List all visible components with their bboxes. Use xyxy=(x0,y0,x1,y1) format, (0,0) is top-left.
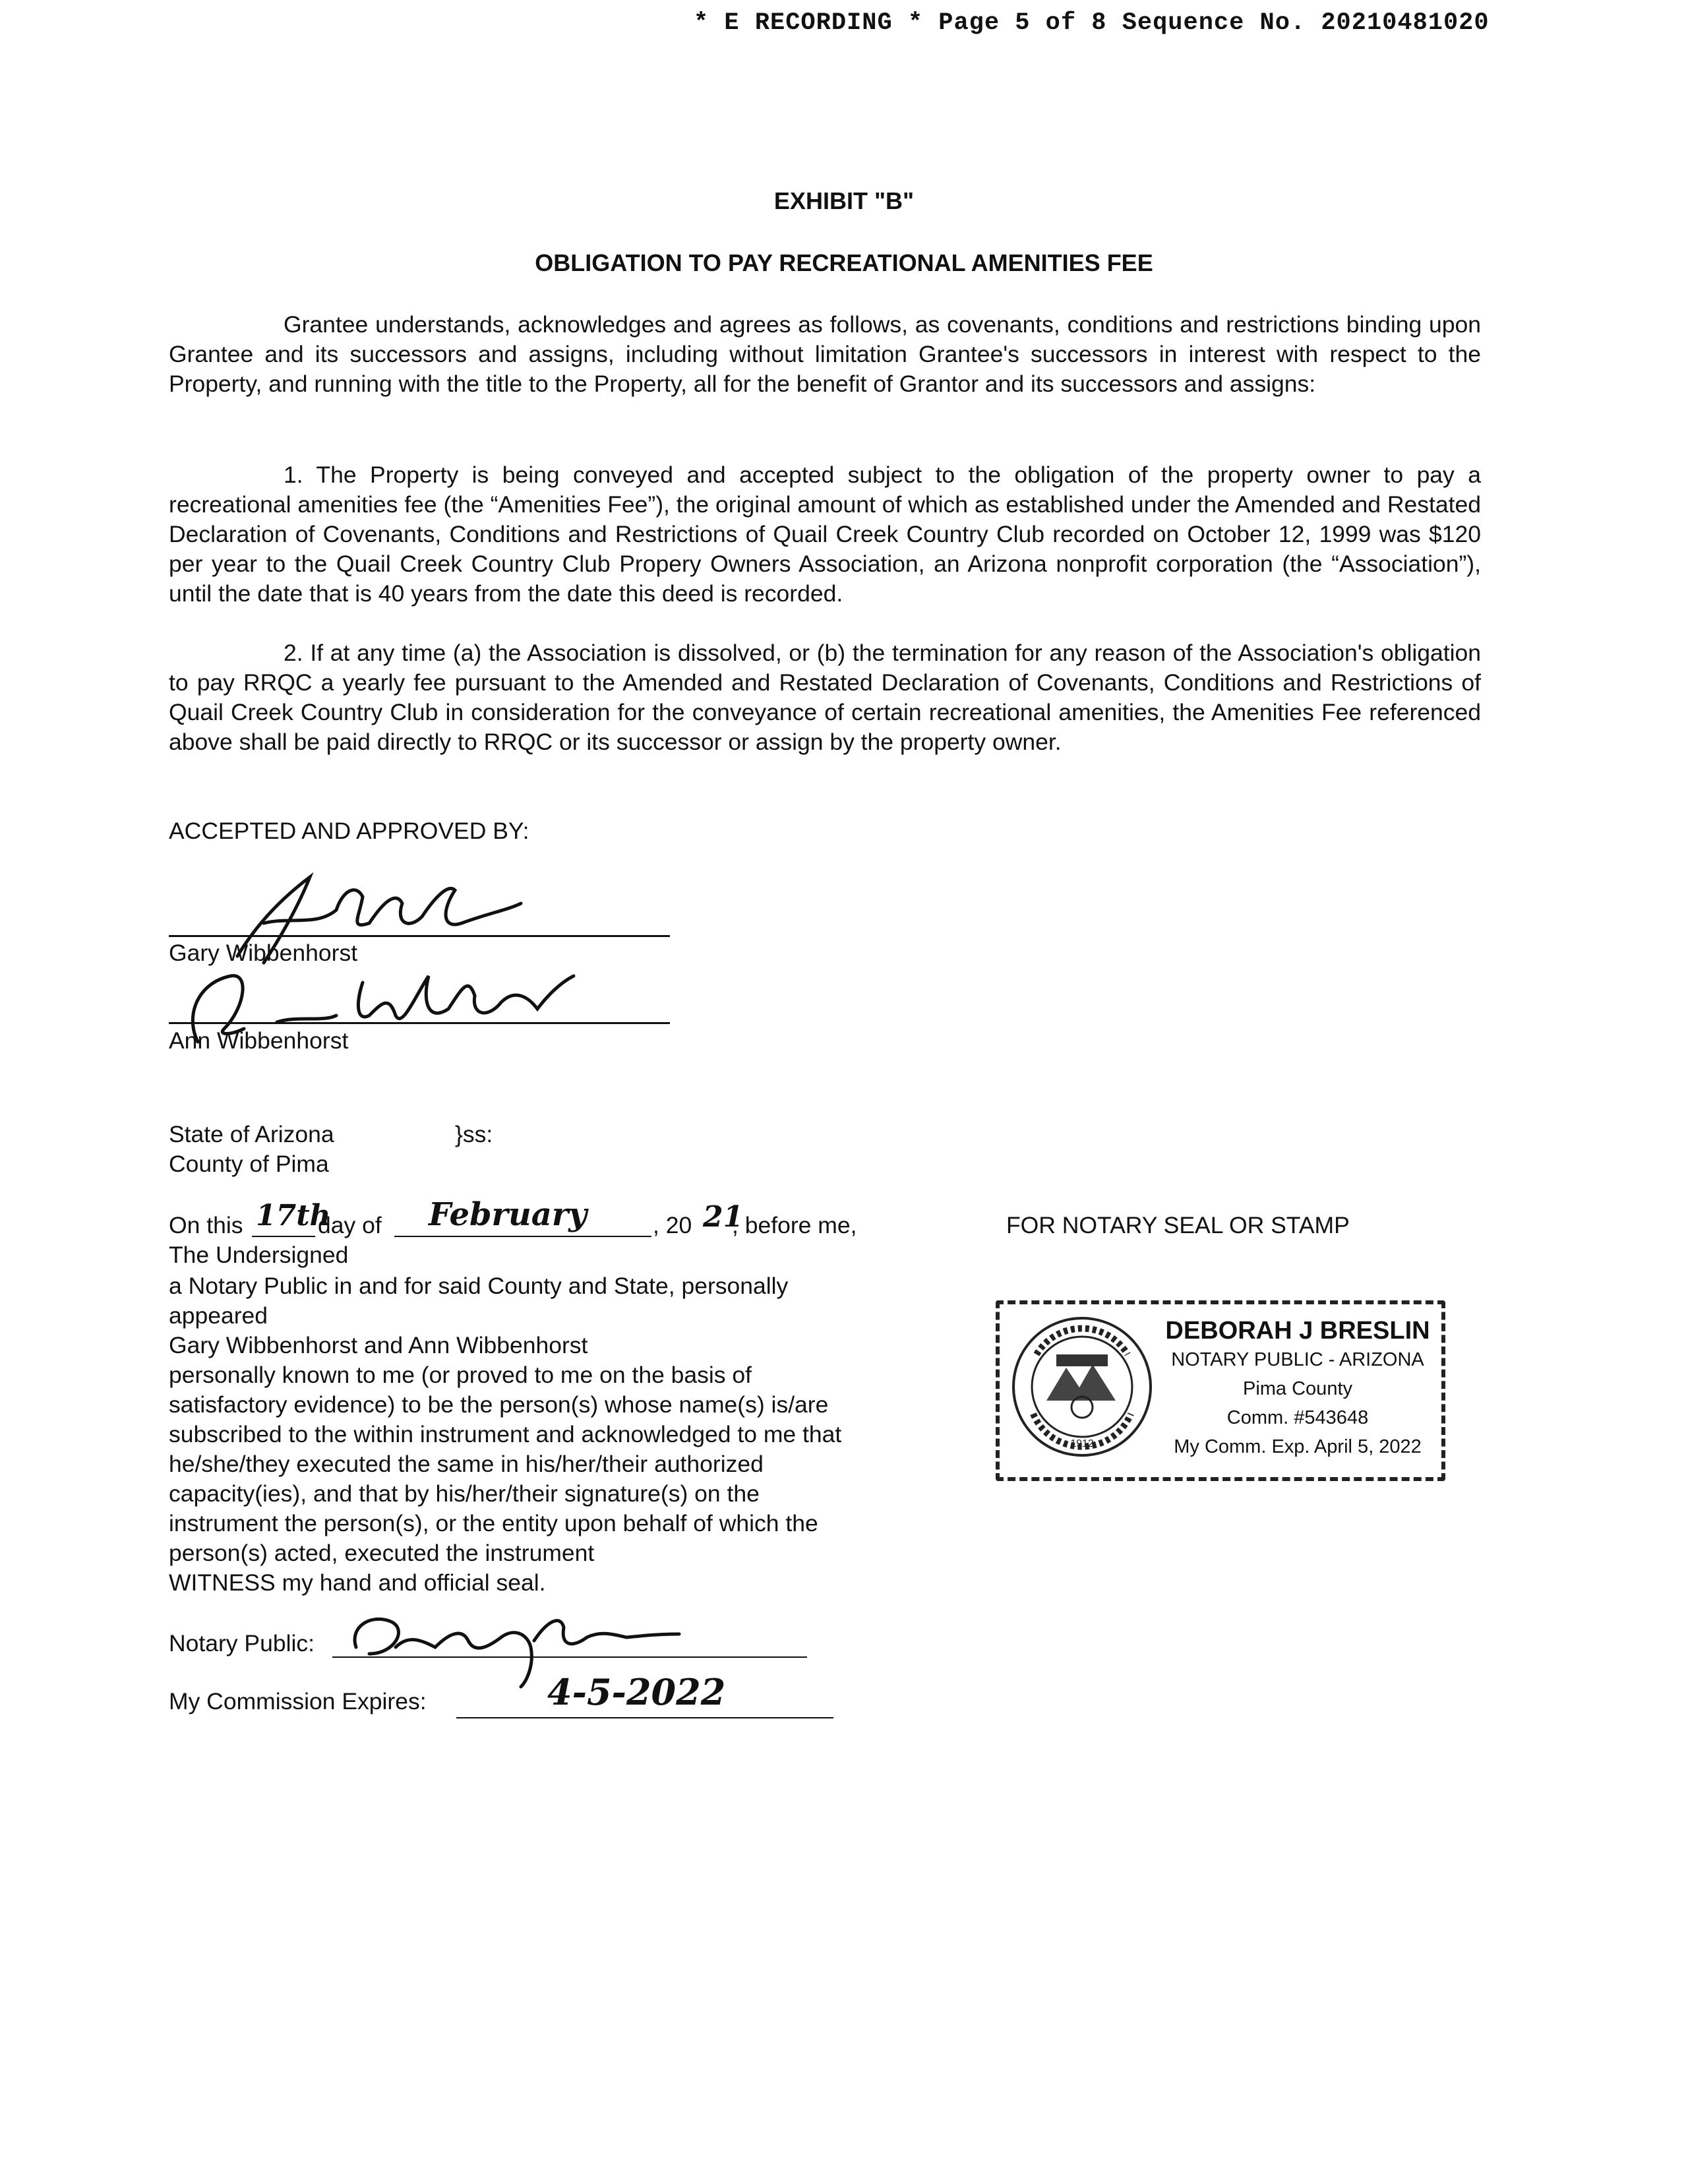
year-prefix: , 20 xyxy=(653,1212,692,1238)
notary-public-label: Notary Public: xyxy=(169,1630,315,1656)
notary-line: Gary Wibbenhorst and Ann Wibbenhorst xyxy=(169,1332,588,1358)
obligation-title: OBLIGATION TO PAY RECREATIONAL AMENITIES FEE xyxy=(535,249,1153,276)
notary-state: State of Arizona xyxy=(169,1121,334,1147)
commission-label: My Commission Expires: xyxy=(169,1688,427,1714)
notary-line: subscribed to the within instrument and acknowledged to me that xyxy=(169,1421,842,1447)
notary-line: personally known to me (or proved to me on the basis of xyxy=(169,1362,752,1388)
signer-2-name: Ann Wibbenhorst xyxy=(169,1027,349,1054)
commission-line xyxy=(456,1717,833,1718)
commission-value: 4-5-2022 xyxy=(547,1671,726,1713)
state-seal-icon xyxy=(1010,1315,1154,1459)
seal-year: 1912 xyxy=(1070,1438,1094,1449)
notary-line: appeared xyxy=(169,1302,268,1329)
recording-header: * E RECORDING * Page 5 of 8 Sequence No. 20210481020 xyxy=(694,9,1490,37)
notary-stamp xyxy=(996,1300,1445,1481)
year-value: 21 xyxy=(703,1200,744,1234)
seal-heading: FOR NOTARY SEAL OR STAMP xyxy=(1006,1212,1350,1238)
notary-county: County of Pima xyxy=(169,1151,329,1177)
stamp-county: Pima County xyxy=(1242,1378,1352,1399)
intro-paragraph: Grantee understands, acknowledges and agrees as follows, as covenants, conditions and restrictions binding upon Grantee and its successors and assigns, including without limitation Grantee's successors in interest with respect to the Property, and running with the title to the Property, all for the benefit of Grantor and its successors and assigns: xyxy=(169,311,1481,397)
paragraph-2: 2. If at any time (a) the Association is dissolved, or (b) the termination for any reason of the Association's obligation to pay RRQC a yearly fee pursuant to the Amended and Restated Declaration of Covenants, Conditions and Restrictions of Quail Creek Country Club in consideration for the conveyance of certain recreational amenities, the Amenities Fee referenced above shall be paid directly to RRQC or its successor or assign by the property owner. xyxy=(169,640,1481,755)
notary-acknowledgment xyxy=(169,1271,927,1598)
notary-line: satisfactory evidence) to be the person(s) whose name(s) is/are xyxy=(169,1391,829,1418)
stamp-name: DEBORAH J BRESLIN xyxy=(1165,1317,1430,1345)
day-line xyxy=(252,1236,315,1237)
paragraph-1: 1. The Property is being conveyed and accepted subject to the obligation of the property owner to pay a recreational amenities fee (the “Amenities Fee”), the original amount of which as established under the Amended and Restated Declaration of Covenants, Conditions and Restrictions of Quail Creek Country Club recorded on October 12, 1999 was $120 per year to the Quail Creek Country Club Propery Owners Association, an Arizona nonprofit corporation (the “Association”), until the date that is 40 years from the date this deed is recorded. xyxy=(169,462,1481,607)
on-this-label: On this xyxy=(169,1212,243,1238)
stamp-title: NOTARY PUBLIC - ARIZONA xyxy=(1171,1349,1424,1370)
signature-line-1 xyxy=(169,935,670,937)
day-of-label: day of xyxy=(318,1212,382,1238)
approval-heading: ACCEPTED AND APPROVED BY: xyxy=(169,818,529,844)
month-line xyxy=(394,1236,651,1237)
signer-1-name: Gary Wibbenhorst xyxy=(169,940,358,966)
notary-line: he/she/they executed the same in his/her/their authorized xyxy=(169,1451,764,1477)
notary-line: instrument the person(s), or the entity upon behalf of which the xyxy=(169,1510,818,1536)
month-value: February xyxy=(429,1196,588,1233)
signature-line-2 xyxy=(169,1022,670,1024)
stamp-expires: My Comm. Exp. April 5, 2022 xyxy=(1174,1436,1422,1457)
notary-line: a Notary Public in and for said County and State, personally xyxy=(169,1273,789,1299)
stamp-text xyxy=(1159,1316,1436,1461)
notary-line: capacity(ies), and that by his/her/their signature(s) on the xyxy=(169,1480,760,1507)
notary-line: WITNESS my hand and official seal. xyxy=(169,1569,546,1596)
day-value: 17th xyxy=(256,1199,331,1232)
stamp-comm: Comm. #543648 xyxy=(1226,1407,1369,1428)
notary-line: person(s) acted, executed the instrument xyxy=(169,1540,595,1566)
before-me-label: , before me, xyxy=(732,1212,857,1238)
undersigned-label: The Undersigned xyxy=(169,1242,349,1268)
exhibit-title: EXHIBIT "B" xyxy=(773,187,915,214)
notary-ss: }ss: xyxy=(455,1121,493,1147)
